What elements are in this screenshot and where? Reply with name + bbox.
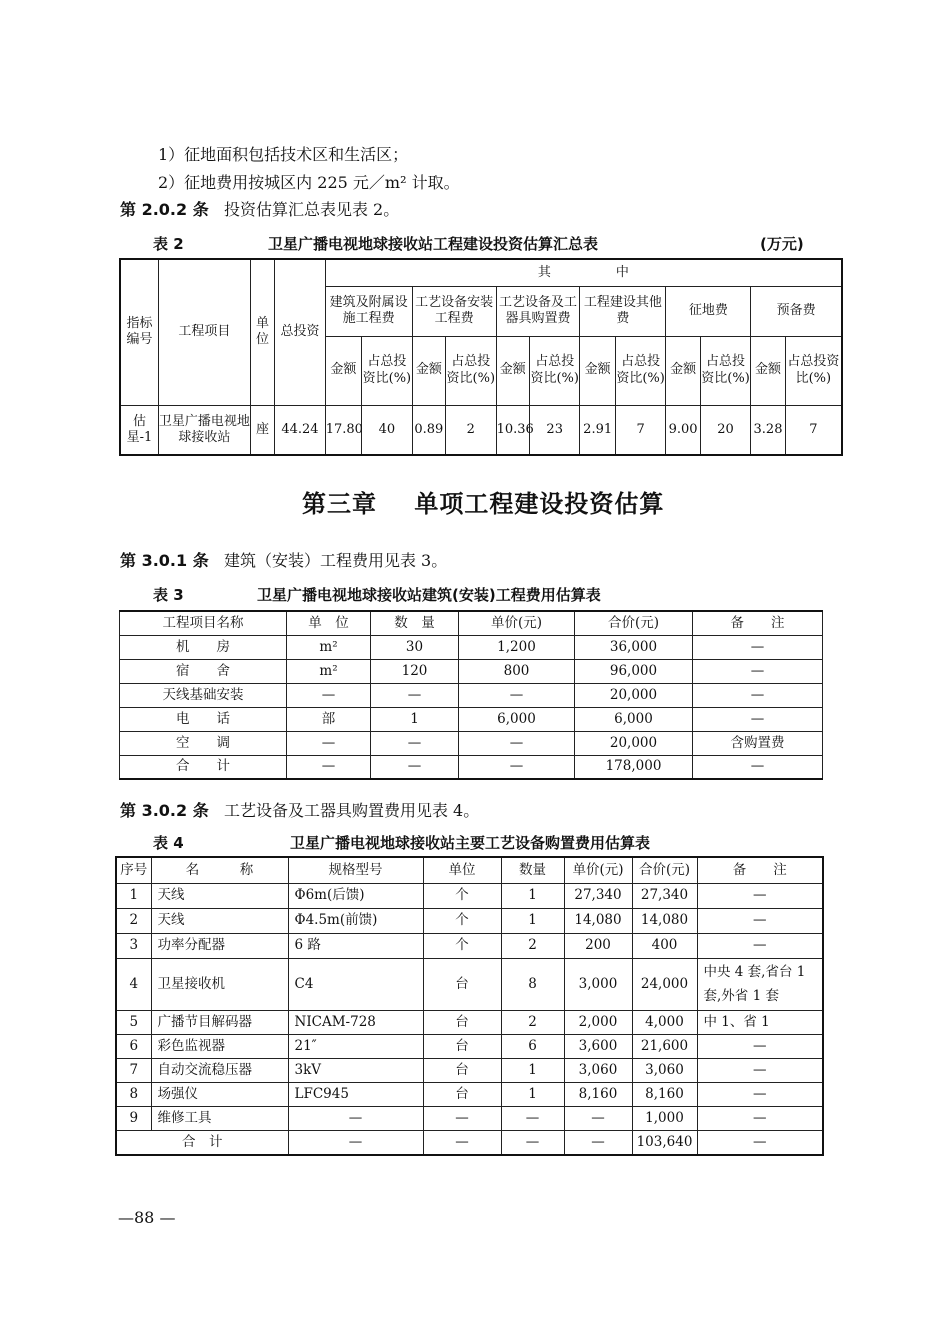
table-cell: — (697, 1058, 823, 1082)
table-cell: — (423, 1130, 501, 1155)
table-row (120, 635, 823, 659)
group-header: 工艺设备及工器具购置费 (496, 286, 580, 336)
table-row (120, 659, 823, 683)
table-row (116, 883, 823, 908)
table-cell: 9 (116, 1106, 151, 1130)
pct-header: 占总投资比(%) (529, 336, 580, 405)
column-header: 数量 (501, 857, 564, 883)
column-header: 备 注 (697, 857, 823, 883)
table-4 (115, 856, 824, 1156)
table-cell: 178,000 (575, 755, 693, 779)
table-cell: 维修工具 (151, 1106, 288, 1130)
table-cell: — (697, 1034, 823, 1058)
table-cell: 27,340 (632, 883, 697, 908)
table-cell: — (287, 731, 371, 755)
table-cell: 5 (116, 1010, 151, 1034)
table-cell: 空 调 (120, 731, 287, 755)
table-cell: — (501, 1130, 564, 1155)
group-header: 工程建设其他费 (580, 286, 666, 336)
column-header: 合价(元) (632, 857, 697, 883)
table-cell: 合 计 (120, 755, 287, 779)
table-cell: Φ6m(后馈) (288, 883, 423, 908)
table-cell: 8 (501, 958, 564, 1010)
table-cell: 1,200 (459, 635, 575, 659)
table-cell: 6,000 (575, 707, 693, 731)
table-cell: — (693, 683, 823, 707)
table-row (116, 908, 823, 933)
table-cell: 120 (371, 659, 459, 683)
table-cell: — (459, 755, 575, 779)
table-cell: 6 路 (288, 933, 423, 958)
table-cell: 20,000 (575, 683, 693, 707)
table-cell: LFC945 (288, 1082, 423, 1106)
table-cell: 1 (501, 883, 564, 908)
table-cell: 3,000 (564, 958, 632, 1010)
table-cell: 1,000 (632, 1106, 697, 1130)
column-header: 序号 (116, 857, 151, 883)
table-cell: 彩色监视器 (151, 1034, 288, 1058)
table-row (120, 707, 823, 731)
table-row (120, 731, 823, 755)
table-cell: — (288, 1130, 423, 1155)
table-cell: — (697, 1130, 823, 1155)
chapter-title: 单项工程建设投资估算 (414, 490, 665, 518)
table-cell: 6,000 (459, 707, 575, 731)
row-total: 44.24 (275, 405, 326, 455)
table-cell: — (564, 1130, 632, 1155)
table-cell: 400 (632, 933, 697, 958)
table-cell: 部 (287, 707, 371, 731)
table-cell: — (697, 1082, 823, 1106)
section-number: 第 3.0.1 条 (120, 551, 209, 570)
header-unit: 单位 (250, 259, 274, 405)
table-row (120, 755, 823, 779)
row-unit: 座 (250, 405, 274, 455)
column-header: 单 位 (287, 611, 371, 635)
table-cell: 20,000 (575, 731, 693, 755)
row-item: 卫星广播电视地球接收站 (158, 405, 250, 455)
row-value: 0.89 (412, 405, 445, 455)
table-cell: 个 (423, 883, 501, 908)
table-cell: 4 (116, 958, 151, 1010)
table-cell: — (501, 1106, 564, 1130)
table-cell: — (423, 1106, 501, 1130)
table-cell: 台 (423, 1034, 501, 1058)
table-cell: 7 (116, 1058, 151, 1082)
chapter-number: 第三章 (302, 490, 377, 518)
amount-header: 金额 (496, 336, 529, 405)
table-cell: 1 (501, 1058, 564, 1082)
amount-header: 金额 (580, 336, 615, 405)
table-cell: 台 (423, 958, 501, 1010)
row-value: 40 (362, 405, 413, 455)
column-header: 名 称 (151, 857, 288, 883)
table-cell: — (697, 883, 823, 908)
table-cell: — (693, 707, 823, 731)
table-row (116, 958, 823, 1010)
table-cell: — (288, 1106, 423, 1130)
table-cell: 103,640 (632, 1130, 697, 1155)
table-cell: 3,060 (564, 1058, 632, 1082)
table-cell: 1 (116, 883, 151, 908)
table-cell: 天线 (151, 883, 288, 908)
table-cell: 场强仪 (151, 1082, 288, 1106)
table-cell: 1 (501, 908, 564, 933)
table-row (116, 1082, 823, 1106)
table-cell: 36,000 (575, 635, 693, 659)
section-3-0-2 (120, 798, 479, 821)
table-cell: — (697, 908, 823, 933)
table4-label: 表 4 (153, 834, 184, 852)
table-cell: 1 (371, 707, 459, 731)
table-cell: m² (287, 635, 371, 659)
pct-header: 占总投资比(%) (615, 336, 666, 405)
table-cell: 天线 (151, 908, 288, 933)
table2-title: 卫星广播电视地球接收站工程建设投资估算汇总表 (268, 235, 599, 253)
table-cell: 2 (116, 908, 151, 933)
pct-header: 占总投资比(%) (700, 336, 751, 405)
row-value: 10.36 (496, 405, 529, 455)
table-cell: — (459, 683, 575, 707)
row-value: 3.28 (751, 405, 785, 455)
row-value: 17.80 (325, 405, 361, 455)
amount-header: 金额 (412, 336, 445, 405)
table-cell: — (371, 755, 459, 779)
table-cell: 2 (501, 933, 564, 958)
table-cell: 卫星接收机 (151, 958, 288, 1010)
table-cell: 30 (371, 635, 459, 659)
table-cell: — (371, 731, 459, 755)
table-row (116, 1034, 823, 1058)
table-cell: — (287, 683, 371, 707)
section-2-0-2 (120, 197, 399, 220)
row-value: 2 (446, 405, 497, 455)
table3-label: 表 3 (153, 586, 184, 604)
row-value: 7 (615, 405, 666, 455)
table-cell: — (697, 933, 823, 958)
table-3 (119, 610, 823, 780)
table-cell: 6 (116, 1034, 151, 1058)
total-label: 合 计 (116, 1130, 288, 1155)
table-cell: 宿 舍 (120, 659, 287, 683)
table-cell: 14,080 (632, 908, 697, 933)
header-code: 指标编号 (120, 259, 158, 405)
section-number: 第 2.0.2 条 (120, 200, 209, 219)
table-cell: 21,600 (632, 1034, 697, 1058)
table-row (116, 1010, 823, 1034)
header-total: 总投资 (275, 259, 326, 405)
table-cell: 台 (423, 1082, 501, 1106)
table-cell: 自动交流稳压器 (151, 1058, 288, 1082)
table-row (116, 933, 823, 958)
table-cell: — (287, 755, 371, 779)
table-cell: — (564, 1106, 632, 1130)
header-among: 其 中 (325, 259, 842, 286)
table-2 (119, 258, 843, 456)
table-cell: 6 (501, 1034, 564, 1058)
amount-header: 金额 (325, 336, 361, 405)
table-cell: — (693, 659, 823, 683)
table-cell: 1 (501, 1082, 564, 1106)
table-cell: 800 (459, 659, 575, 683)
table-row (116, 1058, 823, 1082)
row-value: 20 (700, 405, 751, 455)
table-cell: 96,000 (575, 659, 693, 683)
table-row (116, 1106, 823, 1130)
table-cell: 8,160 (564, 1082, 632, 1106)
table-cell: — (371, 683, 459, 707)
table-cell: — (693, 755, 823, 779)
section-number: 第 3.0.2 条 (120, 801, 209, 820)
table-cell: 台 (423, 1010, 501, 1034)
table-cell: 功率分配器 (151, 933, 288, 958)
table-cell: C4 (288, 958, 423, 1010)
table-cell: — (697, 1106, 823, 1130)
table-cell: 机 房 (120, 635, 287, 659)
column-header: 单价(元) (564, 857, 632, 883)
table-cell: 台 (423, 1058, 501, 1082)
table2-label: 表 2 (153, 235, 184, 253)
pct-header: 占总投资比(%) (446, 336, 497, 405)
column-header: 单价(元) (459, 611, 575, 635)
table-cell: NICAM-728 (288, 1010, 423, 1034)
table-cell: m² (287, 659, 371, 683)
pct-header: 占总投资比(%) (785, 336, 842, 405)
table-cell: 2,000 (564, 1010, 632, 1034)
row-code: 估星-1 (120, 405, 158, 455)
table-cell: — (459, 731, 575, 755)
table-cell: 3kV (288, 1058, 423, 1082)
table-cell: 中 1、省 1 (697, 1010, 823, 1034)
table-cell: 天线基础安装 (120, 683, 287, 707)
section-3-0-1 (120, 548, 447, 571)
table2-unit: (万元) (760, 235, 804, 253)
column-header: 合价(元) (575, 611, 693, 635)
table-cell: 个 (423, 908, 501, 933)
group-header: 预备费 (751, 286, 842, 336)
table-cell: 8 (116, 1082, 151, 1106)
column-header: 工程项目名称 (120, 611, 287, 635)
row-value: 9.00 (666, 405, 700, 455)
table-cell: 4,000 (632, 1010, 697, 1034)
row-value: 2.91 (580, 405, 615, 455)
chapter-heading (302, 484, 664, 519)
table-cell: 个 (423, 933, 501, 958)
header-item: 工程项目 (158, 259, 250, 405)
table-cell: 3 (116, 933, 151, 958)
table-cell: 8,160 (632, 1082, 697, 1106)
table-cell: 24,000 (632, 958, 697, 1010)
table-cell: 2 (501, 1010, 564, 1034)
table-cell: 3,060 (632, 1058, 697, 1082)
note-2: 2）征地费用按城区内 225 元／m² 计取。 (158, 173, 460, 192)
table-cell: 200 (564, 933, 632, 958)
group-header: 征地费 (666, 286, 751, 336)
table-cell: — (693, 635, 823, 659)
group-header: 工艺设备安装工程费 (412, 286, 496, 336)
page-number: —88 — (118, 1208, 176, 1227)
note-1: 1）征地面积包括技术区和生活区； (158, 145, 409, 164)
section-text: 建筑（安装）工程费用见表 3。 (223, 551, 448, 570)
table-cell: 27,340 (564, 883, 632, 908)
section-text: 工艺设备及工器具购置费用见表 4。 (223, 801, 480, 820)
column-header: 数 量 (371, 611, 459, 635)
total-row (116, 1130, 823, 1155)
column-header: 备 注 (693, 611, 823, 635)
table3-title: 卫星广播电视地球接收站建筑(安装)工程费用估算表 (257, 586, 601, 604)
row-value: 23 (529, 405, 580, 455)
table-cell: 21″ (288, 1034, 423, 1058)
section-text: 投资估算汇总表见表 2。 (223, 200, 400, 219)
table-row (120, 683, 823, 707)
table-cell: 电 话 (120, 707, 287, 731)
table-cell: 含购置费 (693, 731, 823, 755)
column-header: 规格型号 (288, 857, 423, 883)
table-cell: 中央 4 套,省台 1 套,外省 1 套 (697, 958, 823, 1010)
table-cell: 3,600 (564, 1034, 632, 1058)
row-value: 7 (785, 405, 842, 455)
table-cell: 广播节目解码器 (151, 1010, 288, 1034)
group-header: 建筑及附属设施工程费 (325, 286, 412, 336)
table4-title: 卫星广播电视地球接收站主要工艺设备购置费用估算表 (290, 834, 651, 852)
table-cell: 14,080 (564, 908, 632, 933)
pct-header: 占总投资比(%) (362, 336, 413, 405)
table-cell: Φ4.5m(前馈) (288, 908, 423, 933)
column-header: 单位 (423, 857, 501, 883)
amount-header: 金额 (666, 336, 700, 405)
amount-header: 金额 (751, 336, 785, 405)
